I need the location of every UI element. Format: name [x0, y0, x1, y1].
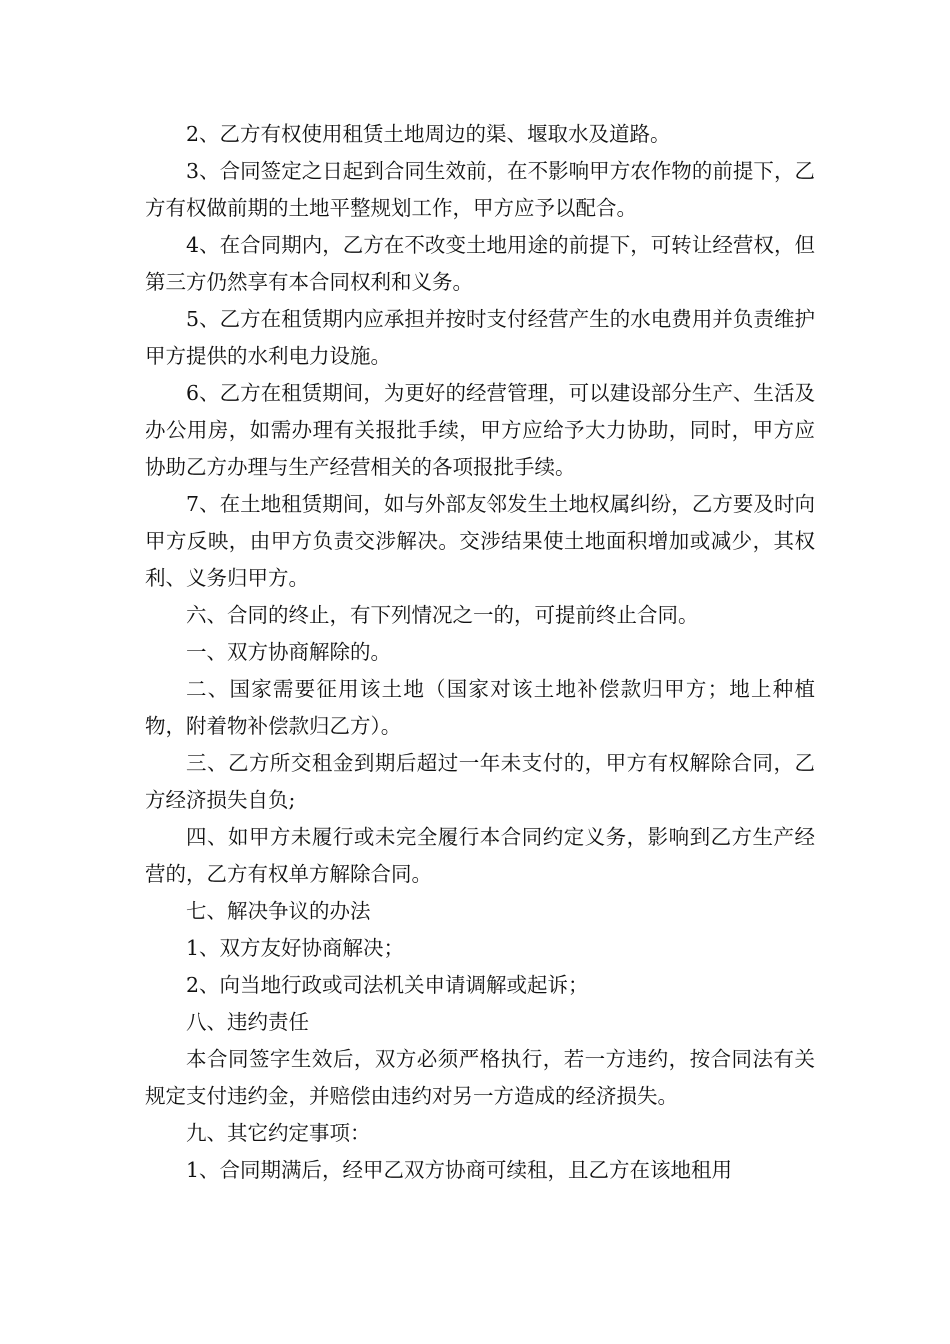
section-9-other-matters-heading: 九、其它约定事项：	[186, 1121, 371, 1145]
termination-item-4: 四、如甲方未履行或未完全履行本合同约定义务，影响到乙方生产经营的，乙方有权单方解除合同。	[145, 825, 815, 886]
termination-item-2: 二、国家需要征用该土地（国家对该土地补偿款归甲方；地上种植物，附着物补偿款归乙方）。	[145, 677, 815, 738]
clause-6-buildings: 6、乙方在租赁期间，为更好的经营管理，可以建设部分生产、生活及办公用房，如需办理有关报批手续，甲方应给予大力协助，同时，甲方应协助乙方办理与生产经营相关的各项报批手续。	[145, 381, 815, 479]
clause-3-land-preparation: 3、合同签定之日起到合同生效前，在不影响甲方农作物的前提下，乙方有权做前期的土地平整规划工作，甲方应予以配合。	[145, 159, 815, 220]
dispute-item-1: 1、双方友好协商解决；	[186, 936, 405, 960]
section-8-liability-heading: 八、违约责任	[186, 1010, 309, 1034]
clause-7-disputes-with-neighbors: 7、在土地租赁期间，如与外部友邻发生土地权属纠纷，乙方要及时向甲方反映，由甲方负责交涉解决。交涉结果使土地面积增加或减少，其权利、义务归甲方。	[145, 492, 815, 590]
termination-item-1: 一、双方协商解除的。	[186, 640, 391, 664]
other-matters-item-1: 1、合同期满后，经甲乙双方协商可续租，且乙方在该地租用	[186, 1158, 733, 1182]
dispute-item-2: 2、向当地行政或司法机关申请调解或起诉；	[186, 973, 589, 997]
section-7-dispute-resolution-heading: 七、解决争议的办法	[186, 899, 371, 923]
contract-body	[145, 116, 815, 1189]
clause-4-transfer-rights: 4、在合同期内，乙方在不改变土地用途的前提下，可转让经营权，但第三方仍然享有本合同权利和义务。	[145, 233, 815, 294]
clause-2-irrigation-rights: 2、乙方有权使用租赁土地周边的渠、堰取水及道路。	[186, 122, 671, 146]
termination-item-3: 三、乙方所交租金到期后超过一年未支付的，甲方有权解除合同，乙方经济损失自负;	[145, 751, 815, 812]
liability-text: 本合同签字生效后，双方必须严格执行，若一方违约，按合同法有关规定支付违约金，并赔偿由违约对另一方造成的经济损失。	[145, 1047, 815, 1108]
section-6-termination-heading: 六、合同的终止，有下列情况之一的，可提前终止合同。	[186, 603, 699, 627]
clause-5-utilities: 5、乙方在租赁期内应承担并按时支付经营产生的水电费用并负责维护甲方提供的水利电力设施。	[145, 307, 815, 368]
